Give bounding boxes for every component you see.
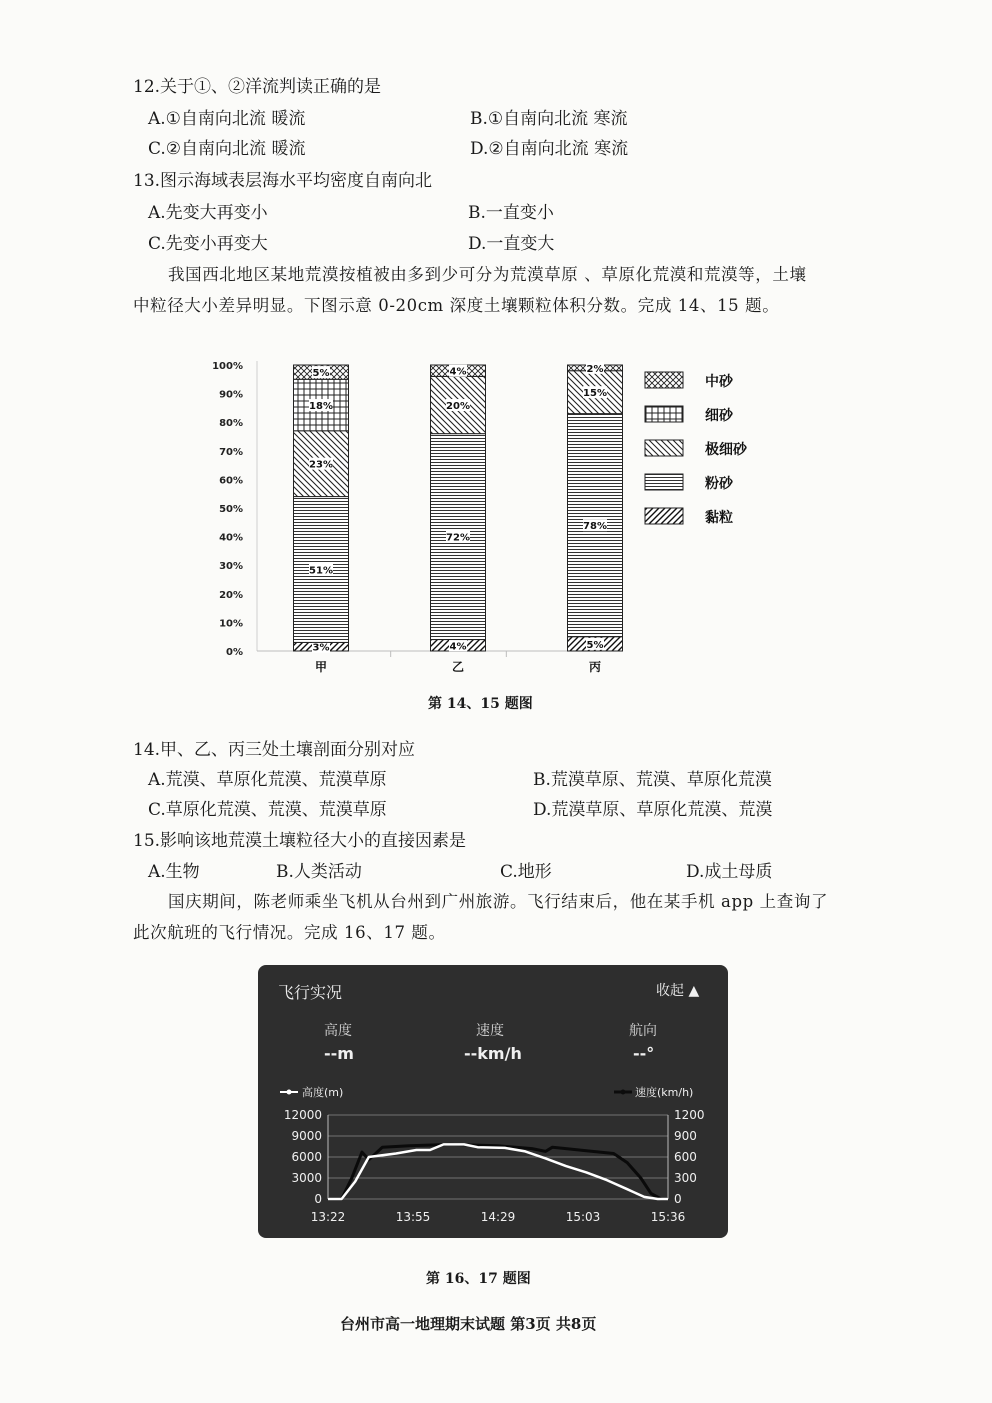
- legend-label: 中砂: [705, 374, 733, 390]
- flight-status-panel: [258, 965, 728, 1238]
- bar-value-label: 5%: [312, 368, 330, 380]
- y-tick-label: 20%: [219, 589, 243, 601]
- bar-value-label: 3%: [312, 642, 330, 654]
- y-tick-label: 90%: [219, 389, 243, 401]
- y-tick-label: 60%: [219, 475, 243, 487]
- bar-value-label: 51%: [309, 565, 333, 577]
- x-tick-label: 15:03: [565, 1210, 601, 1224]
- figure-caption-14-15: 第 14、15 题图: [428, 696, 533, 712]
- x-tick-label: 15:36: [650, 1210, 686, 1224]
- heading-value: --°: [633, 1044, 655, 1063]
- y-tick-label: 100%: [212, 361, 243, 372]
- legend-label: 粉砂: [705, 476, 733, 492]
- y-tick-label: 80%: [219, 418, 243, 430]
- q14-option-c: C.草原化荒漠、荒漠、荒漠草原: [148, 800, 387, 820]
- legend-label: 黏粒: [705, 510, 733, 526]
- bar-value-label: 18%: [309, 401, 333, 413]
- page-footer: 台州市高一地理期末试题 第3页 共8页: [340, 1315, 597, 1333]
- bar-value-label: 4%: [449, 366, 467, 378]
- y-tick-label: 10%: [219, 618, 243, 630]
- y-tick-label: 0%: [226, 647, 243, 658]
- intro-14-15-line1: 我国西北地区某地荒漠按植被由多到少可分为荒漠草原 、草原化荒漠和荒漠等，土壤: [168, 265, 807, 284]
- q14-option-a: A.荒漠、草原化荒漠、荒漠草原: [148, 770, 387, 790]
- heading-label: 航向: [629, 1023, 657, 1039]
- q12-option-a: A.①自南向北流 暖流: [148, 109, 306, 129]
- x-tick-label: 13:22: [310, 1210, 346, 1224]
- q12-option-b: B.①自南向北流 寒流: [470, 109, 628, 129]
- q13-option-a: A.先变大再变小: [148, 203, 268, 223]
- q12-option-d: D.②自南向北流 寒流: [470, 139, 629, 159]
- y-tick-label: 30%: [219, 561, 243, 573]
- left-tick-label: 3000: [291, 1171, 322, 1185]
- q14-option-b: B.荒漠草原、荒漠、草原化荒漠: [533, 770, 772, 790]
- speed-label: 速度: [476, 1023, 504, 1039]
- right-tick-label: 300: [674, 1171, 697, 1185]
- flight-chart: [258, 965, 728, 1238]
- bar-value-label: 20%: [446, 401, 470, 413]
- altitude-line: [328, 1144, 668, 1199]
- bar-value-label: 15%: [583, 388, 607, 400]
- legend-swatch: [645, 440, 683, 456]
- altitude-legend-label: 高度(m): [302, 1086, 344, 1099]
- right-tick-label: 900: [674, 1129, 697, 1143]
- legend-swatch: [645, 372, 683, 388]
- bar-value-label: 5%: [586, 639, 604, 651]
- speed-value: --km/h: [464, 1044, 522, 1063]
- bar-value-label: 2%: [586, 363, 604, 375]
- intro-16-17-line1: 国庆期间，陈老师乘坐飞机从台州到广州旅游。飞行结束后，他在某手机 app 上查询了: [168, 892, 829, 911]
- bar-value-label: 72%: [446, 532, 470, 544]
- bar-value-label: 4%: [449, 641, 467, 653]
- collapse-button[interactable]: 收起 ▲: [656, 983, 700, 999]
- right-tick-label: 0: [674, 1192, 682, 1206]
- question-14-stem: 14.甲、乙、丙三处土壤剖面分别对应: [133, 740, 416, 760]
- right-tick-label: 1200: [674, 1108, 705, 1122]
- legend-label: 极细砂: [705, 442, 747, 458]
- speed-line: [328, 1144, 668, 1199]
- x-tick-label: 甲: [314, 660, 328, 674]
- question-12-stem: 12.关于①、②洋流判读正确的是: [133, 77, 382, 97]
- q13-option-b: B.一直变小: [468, 203, 554, 223]
- q12-option-c: C.②自南向北流 暖流: [148, 139, 306, 159]
- q15-option-b: B.人类活动: [276, 862, 362, 882]
- flight-panel-title: 飞行实况: [278, 983, 343, 1002]
- left-tick-label: 6000: [291, 1150, 322, 1164]
- question-13-stem: 13.图示海域表层海水平均密度自南向北: [133, 171, 433, 191]
- speed-legend-label: 速度(km/h): [635, 1086, 694, 1099]
- y-tick-label: 40%: [219, 532, 243, 544]
- bar-value-label: 23%: [309, 459, 333, 471]
- q13-option-d: D.一直变大: [468, 234, 555, 254]
- altitude-label: 高度: [324, 1023, 352, 1039]
- legend-swatch: [645, 406, 683, 422]
- y-tick-label: 70%: [219, 446, 243, 458]
- left-tick-label: 9000: [291, 1129, 322, 1143]
- y-tick-label: 50%: [219, 504, 243, 515]
- x-tick-label: 乙: [451, 660, 465, 674]
- legend-label: 细砂: [705, 408, 733, 424]
- q15-option-a: A.生物: [148, 862, 200, 882]
- soil-particle-chart: [205, 350, 785, 685]
- q15-option-c: C.地形: [500, 862, 552, 882]
- legend-swatch: [645, 474, 683, 490]
- x-tick-label: 13:55: [395, 1210, 431, 1224]
- x-tick-label: 14:29: [480, 1210, 516, 1224]
- q15-option-d: D.成土母质: [686, 862, 773, 882]
- intro-16-17-line2: 此次航班的飞行情况。完成 16、17 题。: [133, 923, 446, 942]
- q14-option-d: D.荒漠草原、草原化荒漠、荒漠: [533, 800, 773, 820]
- altitude-legend-marker: [287, 1090, 292, 1095]
- speed-legend-marker: [621, 1090, 626, 1095]
- bar-value-label: 78%: [583, 521, 607, 533]
- q13-option-c: C.先变小再变大: [148, 234, 268, 254]
- altitude-value: --m: [324, 1044, 354, 1063]
- intro-14-15-line2: 中粒径大小差异明显。下图示意 0-20cm 深度土壤颗粒体积分数。完成 14、15 题。: [133, 296, 780, 315]
- figure-caption-16-17: 第 16、17 题图: [426, 1271, 531, 1287]
- legend-swatch: [645, 508, 683, 524]
- left-tick-label: 0: [314, 1192, 322, 1206]
- x-tick-label: 丙: [588, 660, 602, 674]
- right-tick-label: 600: [674, 1150, 697, 1164]
- question-15-stem: 15.影响该地荒漠土壤粒径大小的直接因素是: [133, 831, 467, 851]
- left-tick-label: 12000: [283, 1108, 322, 1122]
